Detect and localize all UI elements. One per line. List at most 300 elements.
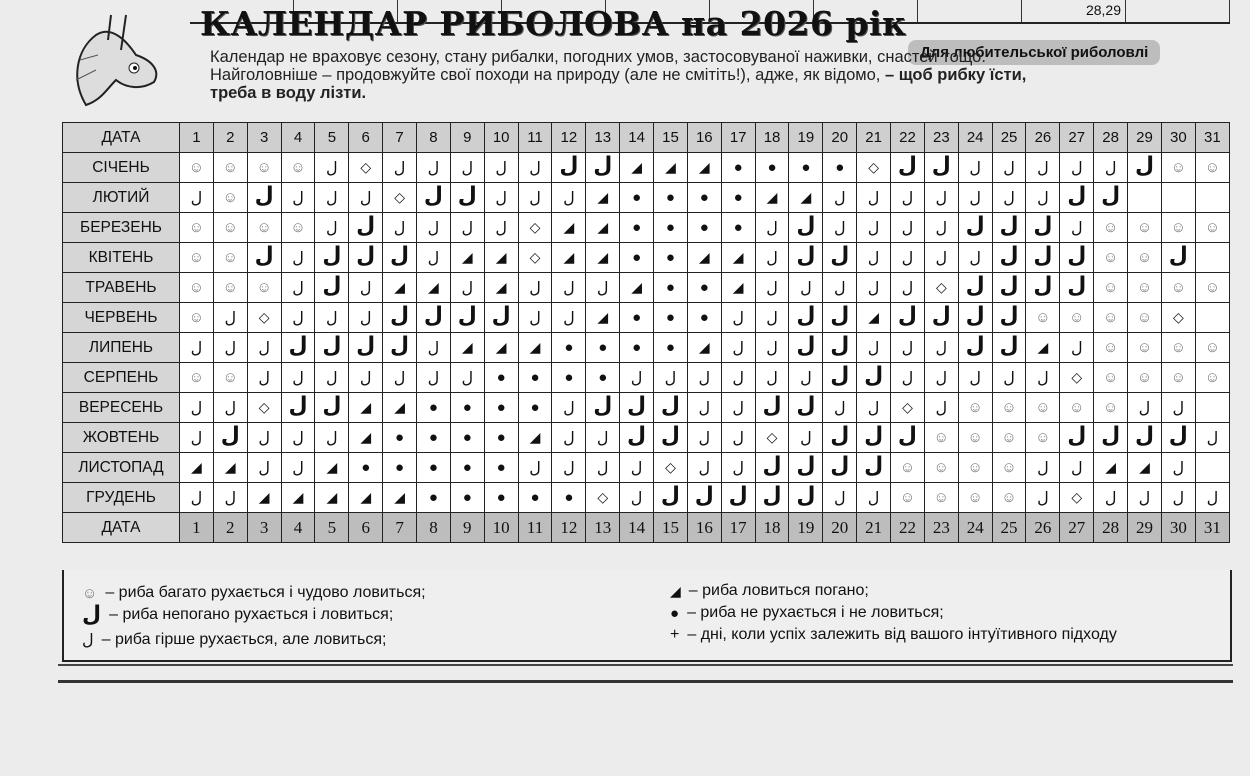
big-hook-icon: ل	[1168, 243, 1188, 268]
triangle-icon: ◢	[597, 308, 609, 325]
big-hook-icon: ل	[999, 303, 1019, 328]
day-cell	[1161, 303, 1195, 333]
big-hook-icon: ل	[762, 453, 782, 478]
dot-icon: ●	[428, 458, 438, 476]
big-hook-icon: ل	[356, 213, 376, 238]
day-cell	[518, 213, 552, 243]
diamond-icon: ◇	[902, 398, 913, 415]
strip-cell	[918, 0, 1022, 22]
small-hook-icon: ل	[1037, 367, 1049, 387]
smile-icon: ☺	[1102, 368, 1119, 386]
day-cell	[958, 333, 992, 363]
small-hook-icon: ل	[833, 217, 846, 237]
day-cell	[180, 273, 214, 303]
small-hook-icon: ل	[969, 187, 981, 207]
dot-icon: ●	[801, 158, 811, 176]
dot-icon: ●	[598, 338, 608, 356]
triangle-icon: ◢	[732, 248, 744, 265]
day-cell	[654, 243, 688, 273]
day-cell	[552, 153, 586, 183]
day-cell	[1094, 183, 1128, 213]
triangle-icon: ◢	[1037, 338, 1049, 355]
smile-icon: ☺	[1170, 368, 1187, 386]
smile-icon: ☺	[967, 428, 983, 446]
day-cell	[992, 423, 1026, 453]
day-number: 21	[857, 513, 891, 543]
day-cell	[891, 273, 925, 303]
day-cell	[281, 183, 315, 213]
triangle-icon: ◢	[766, 188, 778, 205]
month-row	[63, 183, 1230, 213]
day-cell	[1195, 243, 1229, 273]
day-cell	[450, 213, 484, 243]
dot-icon: ●	[462, 488, 472, 506]
smile-icon: ☺	[222, 368, 238, 386]
big-hook-icon: ل	[864, 363, 884, 388]
big-hook-icon: ل	[965, 273, 985, 298]
day-cell	[1161, 333, 1195, 363]
legend-text: – риба багато рухається і чудово ловиться;	[105, 584, 426, 601]
triangle-icon: ◢	[495, 338, 507, 355]
day-cell	[654, 213, 688, 243]
day-number: 12	[552, 513, 586, 543]
day-cell	[180, 393, 214, 423]
diamond-icon: ◇	[868, 158, 879, 175]
day-cell	[180, 453, 214, 483]
day-cell	[654, 483, 688, 513]
dot-icon: ●	[665, 338, 675, 356]
day-cell	[1094, 243, 1128, 273]
day-number: 20	[823, 513, 857, 543]
day-cell	[687, 213, 721, 243]
month-label: ТРАВЕНЬ	[63, 273, 180, 303]
day-cell	[1195, 303, 1229, 333]
smile-icon: ☺	[1001, 398, 1017, 416]
dot-icon: ●	[462, 398, 472, 416]
day-cell	[823, 243, 857, 273]
day-cell	[958, 183, 992, 213]
day-cell	[315, 423, 349, 453]
day-cell	[247, 333, 281, 363]
dot-icon: ●	[632, 308, 642, 326]
day-cell	[1195, 273, 1229, 303]
triangle-icon: ◢	[597, 248, 609, 265]
small-hook-icon: ل	[800, 277, 812, 297]
diamond-icon: ◇	[394, 188, 405, 205]
dot-icon: ●	[564, 488, 574, 506]
smile-icon: ☺	[967, 488, 983, 506]
month-label: ЖОВТЕНЬ	[63, 423, 180, 453]
day-cell	[518, 273, 552, 303]
triangle-icon: ◢	[597, 188, 609, 205]
small-hook-icon: ل	[969, 367, 981, 387]
day-cell	[823, 183, 857, 213]
day-cell	[417, 303, 451, 333]
day-cell	[518, 333, 552, 363]
legend-text: – дні, коли успіх залежить від вашого інтуїтивного підходу	[687, 626, 1117, 643]
day-cell	[180, 153, 214, 183]
day-cell	[687, 393, 721, 423]
triangle-icon: ◢	[191, 458, 202, 475]
strip-cell-dates: 28,29	[1022, 0, 1126, 22]
day-cell	[349, 273, 383, 303]
smile-icon: ☺	[1136, 248, 1153, 266]
month-row	[63, 273, 1230, 303]
small-hook-icon: ل	[258, 457, 270, 477]
dot-icon: ●	[428, 488, 438, 506]
day-cell	[417, 183, 451, 213]
day-number: 10	[484, 123, 518, 153]
divider	[58, 680, 1233, 683]
intro-line-2-text: Найголовніше – продовжуйте свої походи на природу (але не смітіть!), адже, як відомо,	[210, 66, 881, 84]
big-hook-icon: ل	[1067, 273, 1087, 298]
small-hook-icon: ل	[766, 307, 778, 327]
day-cell	[687, 423, 721, 453]
small-hook-icon: ل	[630, 367, 643, 387]
small-hook-icon: ل	[732, 337, 744, 357]
day-cell	[1195, 423, 1229, 453]
diamond-icon: ◇	[1071, 488, 1083, 505]
day-cell	[247, 183, 281, 213]
big-hook-icon: ل	[830, 453, 850, 478]
month-row	[63, 213, 1230, 243]
day-cell	[213, 483, 247, 513]
plus-icon: +	[670, 626, 680, 643]
day-cell	[1128, 453, 1162, 483]
small-hook-icon: ل	[461, 277, 474, 297]
day-cell	[687, 483, 721, 513]
day-cell	[1161, 213, 1195, 243]
day-cell	[1094, 363, 1128, 393]
day-number: 1	[180, 123, 214, 153]
day-cell	[823, 393, 857, 423]
day-cell	[180, 303, 214, 333]
small-hook-icon: ل	[901, 187, 914, 207]
day-cell	[721, 333, 755, 363]
day-cell	[349, 213, 383, 243]
big-hook-icon: ل	[660, 483, 680, 508]
big-hook-icon: ل	[694, 483, 714, 508]
day-cell	[349, 393, 383, 423]
day-cell	[1094, 333, 1128, 363]
big-hook-icon: ل	[931, 303, 951, 328]
big-hook-icon: ل	[999, 243, 1019, 268]
day-cell	[1128, 213, 1162, 243]
small-hook-icon: ل	[1104, 487, 1117, 507]
big-hook-icon: ل	[288, 333, 308, 358]
day-cell	[1195, 363, 1229, 393]
day-cell	[958, 153, 992, 183]
day-cell	[1195, 213, 1229, 243]
dot-icon: ●	[665, 308, 675, 326]
day-cell	[1026, 483, 1060, 513]
triangle-icon: ◢	[631, 158, 642, 175]
big-hook-icon: ل	[390, 243, 410, 268]
day-cell	[552, 273, 586, 303]
legend-item-big-hook	[82, 602, 394, 627]
day-cell	[891, 483, 925, 513]
day-cell	[213, 363, 247, 393]
day-number: 16	[687, 513, 721, 543]
day-cell	[857, 153, 891, 183]
dot-icon: ●	[428, 428, 438, 446]
smile-icon: ☺	[188, 308, 205, 326]
day-cell	[823, 303, 857, 333]
day-cell	[586, 213, 620, 243]
small-hook-icon: ل	[292, 277, 304, 297]
day-cell	[552, 393, 586, 423]
small-hook-icon: ل	[732, 367, 744, 387]
day-cell	[755, 153, 789, 183]
day-cell	[755, 303, 789, 333]
day-number: 27	[1060, 123, 1094, 153]
small-hook-icon: ل	[563, 427, 575, 447]
small-hook-icon: ل	[359, 367, 372, 387]
smile-icon: ☺	[1035, 428, 1051, 446]
day-cell	[687, 303, 721, 333]
day-number: 17	[721, 123, 755, 153]
big-hook-icon: ل	[897, 303, 918, 328]
intro-line-3	[210, 84, 1210, 102]
small-hook-icon: ل	[224, 487, 237, 507]
big-hook-icon: ل	[254, 183, 274, 208]
day-number: 29	[1128, 513, 1162, 543]
small-hook-icon: ل	[901, 217, 914, 237]
small-hook-icon: ل	[596, 277, 609, 297]
day-cell	[586, 363, 620, 393]
day-cell	[315, 393, 349, 423]
day-cell	[891, 333, 925, 363]
diamond-icon: ◇	[1172, 308, 1184, 325]
day-cell	[755, 483, 789, 513]
small-hook-icon: ل	[1037, 487, 1049, 507]
day-cell	[586, 183, 620, 213]
smile-icon: ☺	[1204, 368, 1221, 386]
day-cell	[484, 333, 518, 363]
day-cell	[687, 183, 721, 213]
day-cell	[417, 363, 451, 393]
small-hook-icon: ل	[935, 187, 948, 207]
day-cell	[315, 483, 349, 513]
day-cell	[823, 483, 857, 513]
small-hook-icon: ل	[1206, 427, 1219, 447]
small-hook-icon: ل	[1003, 157, 1015, 177]
small-hook-icon: ل	[427, 157, 440, 177]
day-cell	[789, 333, 823, 363]
smile-icon: ☺	[256, 218, 272, 236]
smile-icon: ☺	[188, 368, 205, 386]
smile-icon: ☺	[1170, 278, 1187, 296]
small-hook-icon: ل	[732, 307, 744, 327]
day-number: 15	[654, 123, 688, 153]
day-cell	[180, 363, 214, 393]
diamond-icon: ◇	[258, 308, 270, 325]
day-cell	[247, 273, 281, 303]
small-hook-icon: ل	[732, 457, 744, 477]
day-cell	[958, 453, 992, 483]
small-hook-icon: ل	[292, 367, 304, 387]
small-hook-icon: ل	[292, 187, 304, 207]
small-hook-icon: ل	[495, 217, 507, 237]
intro-text	[210, 48, 1210, 102]
day-number: 20	[823, 123, 857, 153]
day-cell	[1060, 423, 1094, 453]
dot-icon: ●	[733, 158, 743, 176]
day-number: 18	[755, 513, 789, 543]
month-row	[63, 363, 1230, 393]
big-hook-icon: ل	[1067, 423, 1087, 448]
small-hook-icon: ل	[292, 247, 304, 267]
small-hook-icon: ل	[563, 457, 575, 477]
day-cell	[552, 303, 586, 333]
day-cell	[180, 333, 214, 363]
day-number: 16	[687, 123, 721, 153]
big-hook-icon: ل	[830, 333, 850, 358]
day-cell	[247, 243, 281, 273]
small-hook-icon: ل	[529, 277, 541, 297]
day-cell	[1128, 183, 1162, 213]
dot-icon: ●	[665, 278, 675, 296]
day-cell	[484, 183, 518, 213]
day-cell	[315, 273, 349, 303]
day-cell	[518, 363, 552, 393]
small-hook-icon: ل	[1037, 187, 1049, 207]
big-hook-icon: ل	[1134, 423, 1155, 448]
diamond-icon: ◇	[258, 398, 270, 415]
dot-icon: ●	[665, 248, 675, 266]
day-cell	[1026, 423, 1060, 453]
big-hook-icon: ل	[762, 483, 782, 508]
small-hook-icon: ل	[1003, 367, 1015, 387]
smile-icon: ☺	[222, 158, 238, 176]
legend-item-smile	[82, 584, 426, 602]
day-cell	[281, 153, 315, 183]
big-hook-icon: ل	[830, 243, 850, 268]
big-hook-icon: ل	[931, 153, 951, 178]
day-number: 2	[213, 123, 247, 153]
day-cell	[281, 363, 315, 393]
smile-icon: ☺	[1069, 398, 1085, 416]
dot-icon: ●	[699, 308, 709, 326]
small-hook-icon: ل	[563, 397, 575, 417]
small-hook-icon: ل	[630, 487, 643, 507]
dot-icon: ●	[632, 248, 642, 266]
day-cell	[213, 183, 247, 213]
small-hook-icon: ل	[427, 217, 440, 237]
small-hook-icon: ل	[901, 337, 914, 357]
day-cell	[687, 153, 721, 183]
big-hook-icon: ل	[796, 453, 816, 478]
big-hook-icon: ل	[593, 393, 613, 418]
day-cell	[924, 273, 958, 303]
small-hook-icon: ل	[901, 367, 914, 387]
day-cell	[789, 213, 823, 243]
small-hook-icon: ل	[867, 487, 880, 507]
day-cell	[620, 153, 654, 183]
day-cell	[247, 393, 281, 423]
day-number: 9	[450, 513, 484, 543]
day-cell	[721, 273, 755, 303]
day-cell	[958, 303, 992, 333]
day-cell	[417, 483, 451, 513]
small-hook-icon: ل	[190, 397, 203, 417]
small-hook-icon: ل	[935, 217, 948, 237]
day-number: 21	[857, 123, 891, 153]
big-hook-icon: ل	[762, 393, 782, 418]
day-cell	[518, 453, 552, 483]
day-cell	[789, 153, 823, 183]
big-hook-icon: ل	[1033, 273, 1053, 298]
day-cell	[417, 273, 451, 303]
big-hook-icon: ل	[390, 303, 410, 328]
small-hook-icon: ل	[1138, 397, 1151, 417]
day-cell	[315, 453, 349, 483]
legend-text: – риба ловиться погано;	[688, 582, 869, 599]
day-cell	[383, 453, 417, 483]
dot-icon: ●	[395, 428, 405, 446]
day-cell	[450, 303, 484, 333]
dot-icon: ●	[462, 458, 472, 476]
small-hook-icon: ل	[529, 457, 541, 477]
day-cell	[755, 333, 789, 363]
day-number: 13	[586, 123, 620, 153]
day-cell	[1161, 393, 1195, 423]
day-cell	[1195, 393, 1229, 423]
smile-icon: ☺	[1136, 368, 1153, 386]
legend	[62, 570, 1232, 662]
big-hook-icon: ل	[897, 423, 918, 448]
triangle-icon: ◢	[563, 218, 575, 235]
dot-icon: ●	[462, 428, 472, 446]
day-cell	[1161, 183, 1195, 213]
day-cell	[349, 303, 383, 333]
day-cell	[247, 423, 281, 453]
day-cell	[687, 333, 721, 363]
day-cell	[823, 423, 857, 453]
day-cell	[417, 243, 451, 273]
day-cell	[721, 453, 755, 483]
small-hook-icon: ل	[258, 337, 270, 357]
day-cell	[383, 153, 417, 183]
day-cell	[450, 273, 484, 303]
smile-icon: ☺	[1102, 308, 1119, 326]
day-cell	[1195, 153, 1229, 183]
day-cell	[586, 393, 620, 423]
big-hook-icon: ل	[356, 333, 376, 358]
day-cell	[417, 423, 451, 453]
day-cell	[450, 243, 484, 273]
day-cell	[857, 483, 891, 513]
small-hook-icon: ل	[935, 367, 948, 387]
day-cell	[417, 153, 451, 183]
day-cell	[484, 243, 518, 273]
small-hook-icon: ل	[495, 187, 507, 207]
day-cell	[755, 363, 789, 393]
day-cell	[1026, 333, 1060, 363]
smile-icon: ☺	[188, 278, 205, 296]
small-hook-icon: ل	[833, 397, 846, 417]
day-cell	[755, 243, 789, 273]
day-cell	[450, 183, 484, 213]
day-cell	[620, 363, 654, 393]
day-cell	[789, 303, 823, 333]
smile-icon: ☺	[967, 398, 983, 416]
day-cell	[247, 363, 281, 393]
day-number: 4	[281, 513, 315, 543]
triangle-icon: ◢	[597, 218, 609, 235]
day-cell	[687, 273, 721, 303]
triangle-icon: ◢	[868, 308, 879, 325]
